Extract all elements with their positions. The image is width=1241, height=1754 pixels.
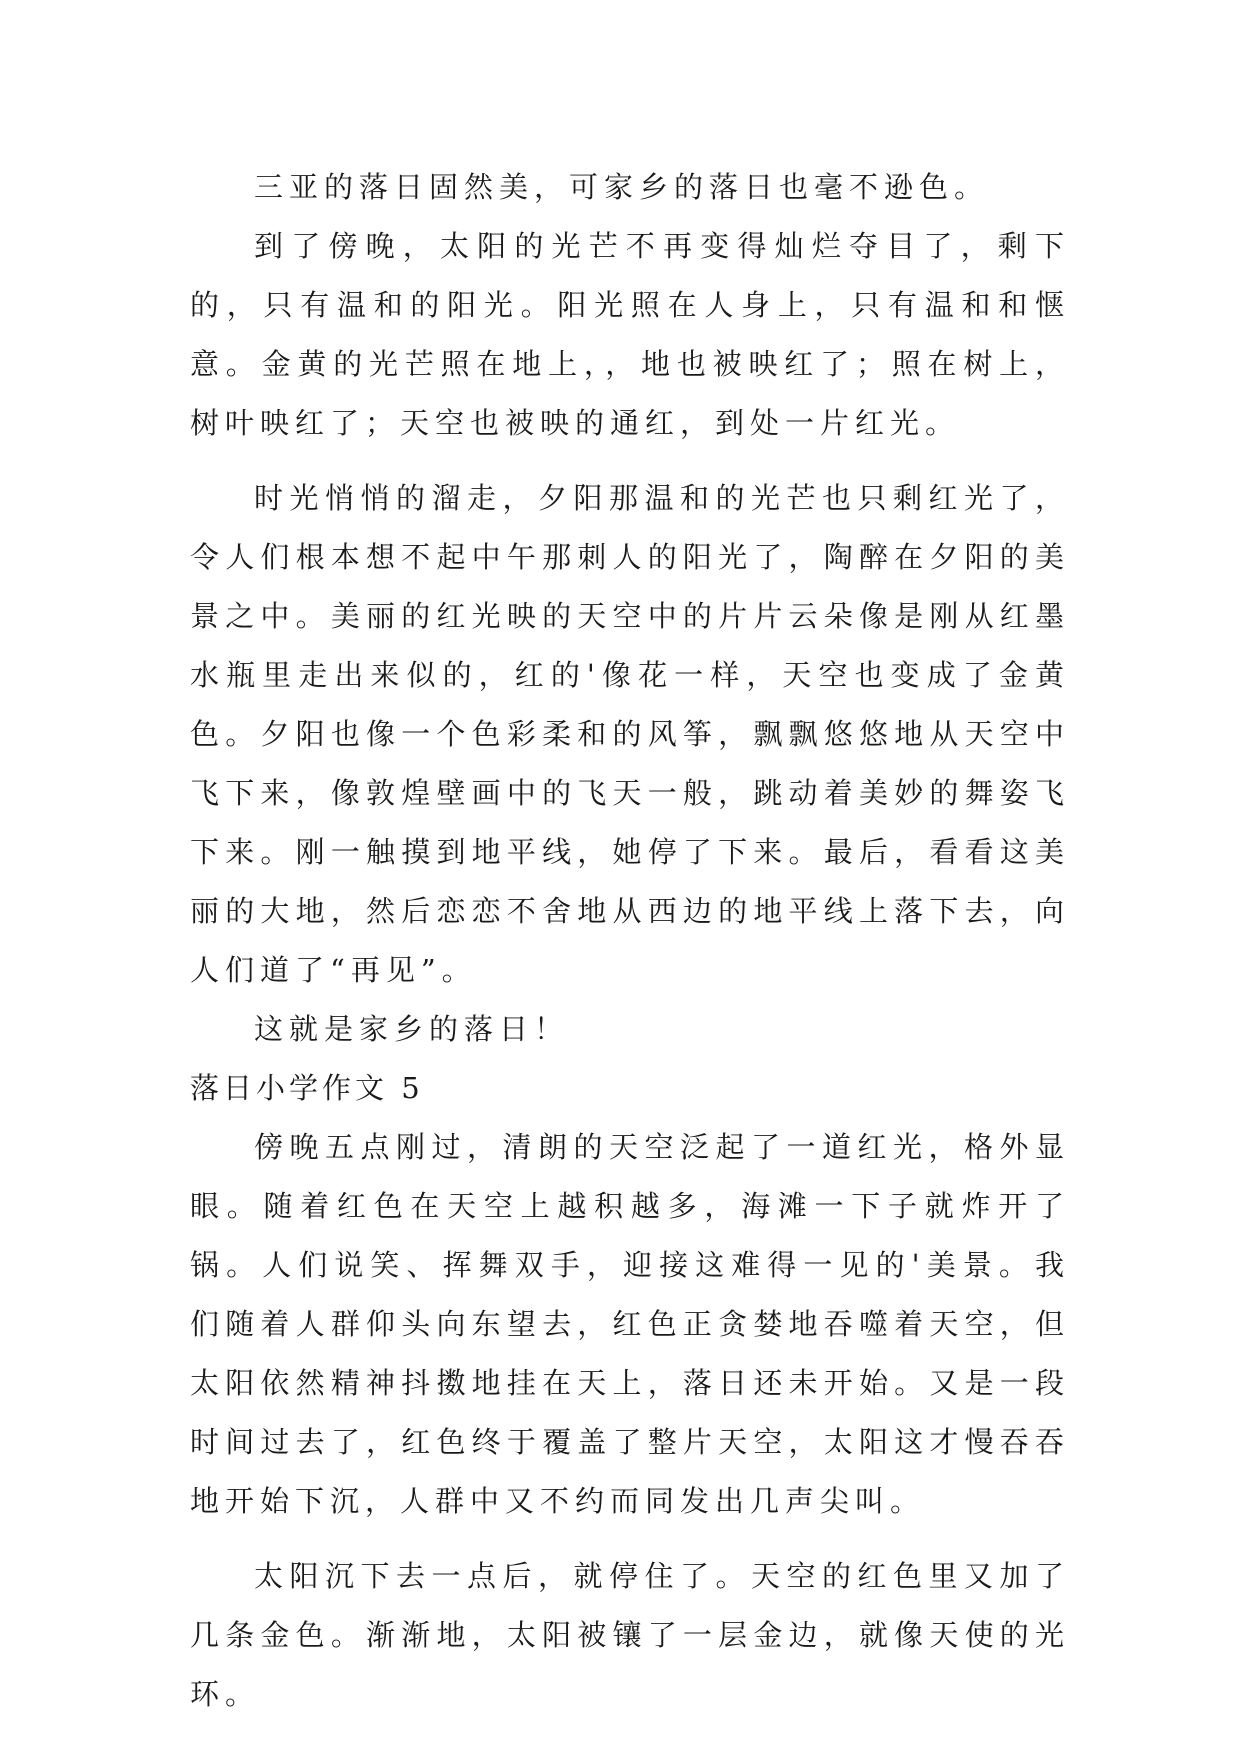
- section-heading: 落日小学作文 5: [190, 1071, 424, 1105]
- paragraph-golden-halo: 太阳沉下去一点后，就停住了。天空的红色里又加了几条金色。渐渐地，太阳被镶了一层金边，就像天使的光环。: [190, 1559, 1070, 1711]
- document-body: [190, 158, 1070, 1724]
- paragraph-beach-evening: 傍晚五点刚过，清朗的天空泛起了一道红光，格外显眼。随着红色在天空上越积越多，海滩一下子就炸开了锅。人们说笑、挥舞双手，迎接这难得一见的'美景。我们随着人群仰头向东望去，红色正贪婪地吞噬着天空，但太阳依然精神抖擞地挂在天上，落日还未开始。又是一段时间过去了，红色终于覆盖了整片天空，太阳这才慢吞吞地开始下沉，人群中又不约而同发出几声尖叫。: [190, 1130, 1070, 1518]
- paragraph-sanya-sunset: 三亚的落日固然美，可家乡的落日也毫不逊色。: [254, 170, 990, 204]
- paragraph-evening-light: 到了傍晚，太阳的光芒不再变得灿烂夺目了，剩下的，只有温和的阳光。阳光照在人身上，只有温和和惬意。金黄的光芒照在地上，，地也被映红了；照在树上，树叶映红了；天空也被映的通红，到处一片红光。: [190, 229, 1070, 440]
- paragraph-hometown-sunset: 这就是家乡的落日！: [254, 1012, 570, 1046]
- paragraph-sunset-description: 时光悄悄的溜走，夕阳那温和的光芒也只剩红光了，令人们根本想不起中午那刺人的阳光了，陶醉在夕阳的美景之中。美丽的红光映的天空中的片片云朵像是刚从红墨水瓶里走出来似的，红的'像花一样，天空也变成了金黄色。夕阳也像一个色彩柔和的风筝，飘飘悠悠地从天空中飞下来，像敦煌壁画中的飞天一般，跳动着美妙的舞姿飞下来。刚一触摸到地平线，她停了下来。最后，看看这美丽的大地，然后恋恋不舍地从西边的地平线上落下去，向人们道了“再见”。: [190, 481, 1070, 987]
